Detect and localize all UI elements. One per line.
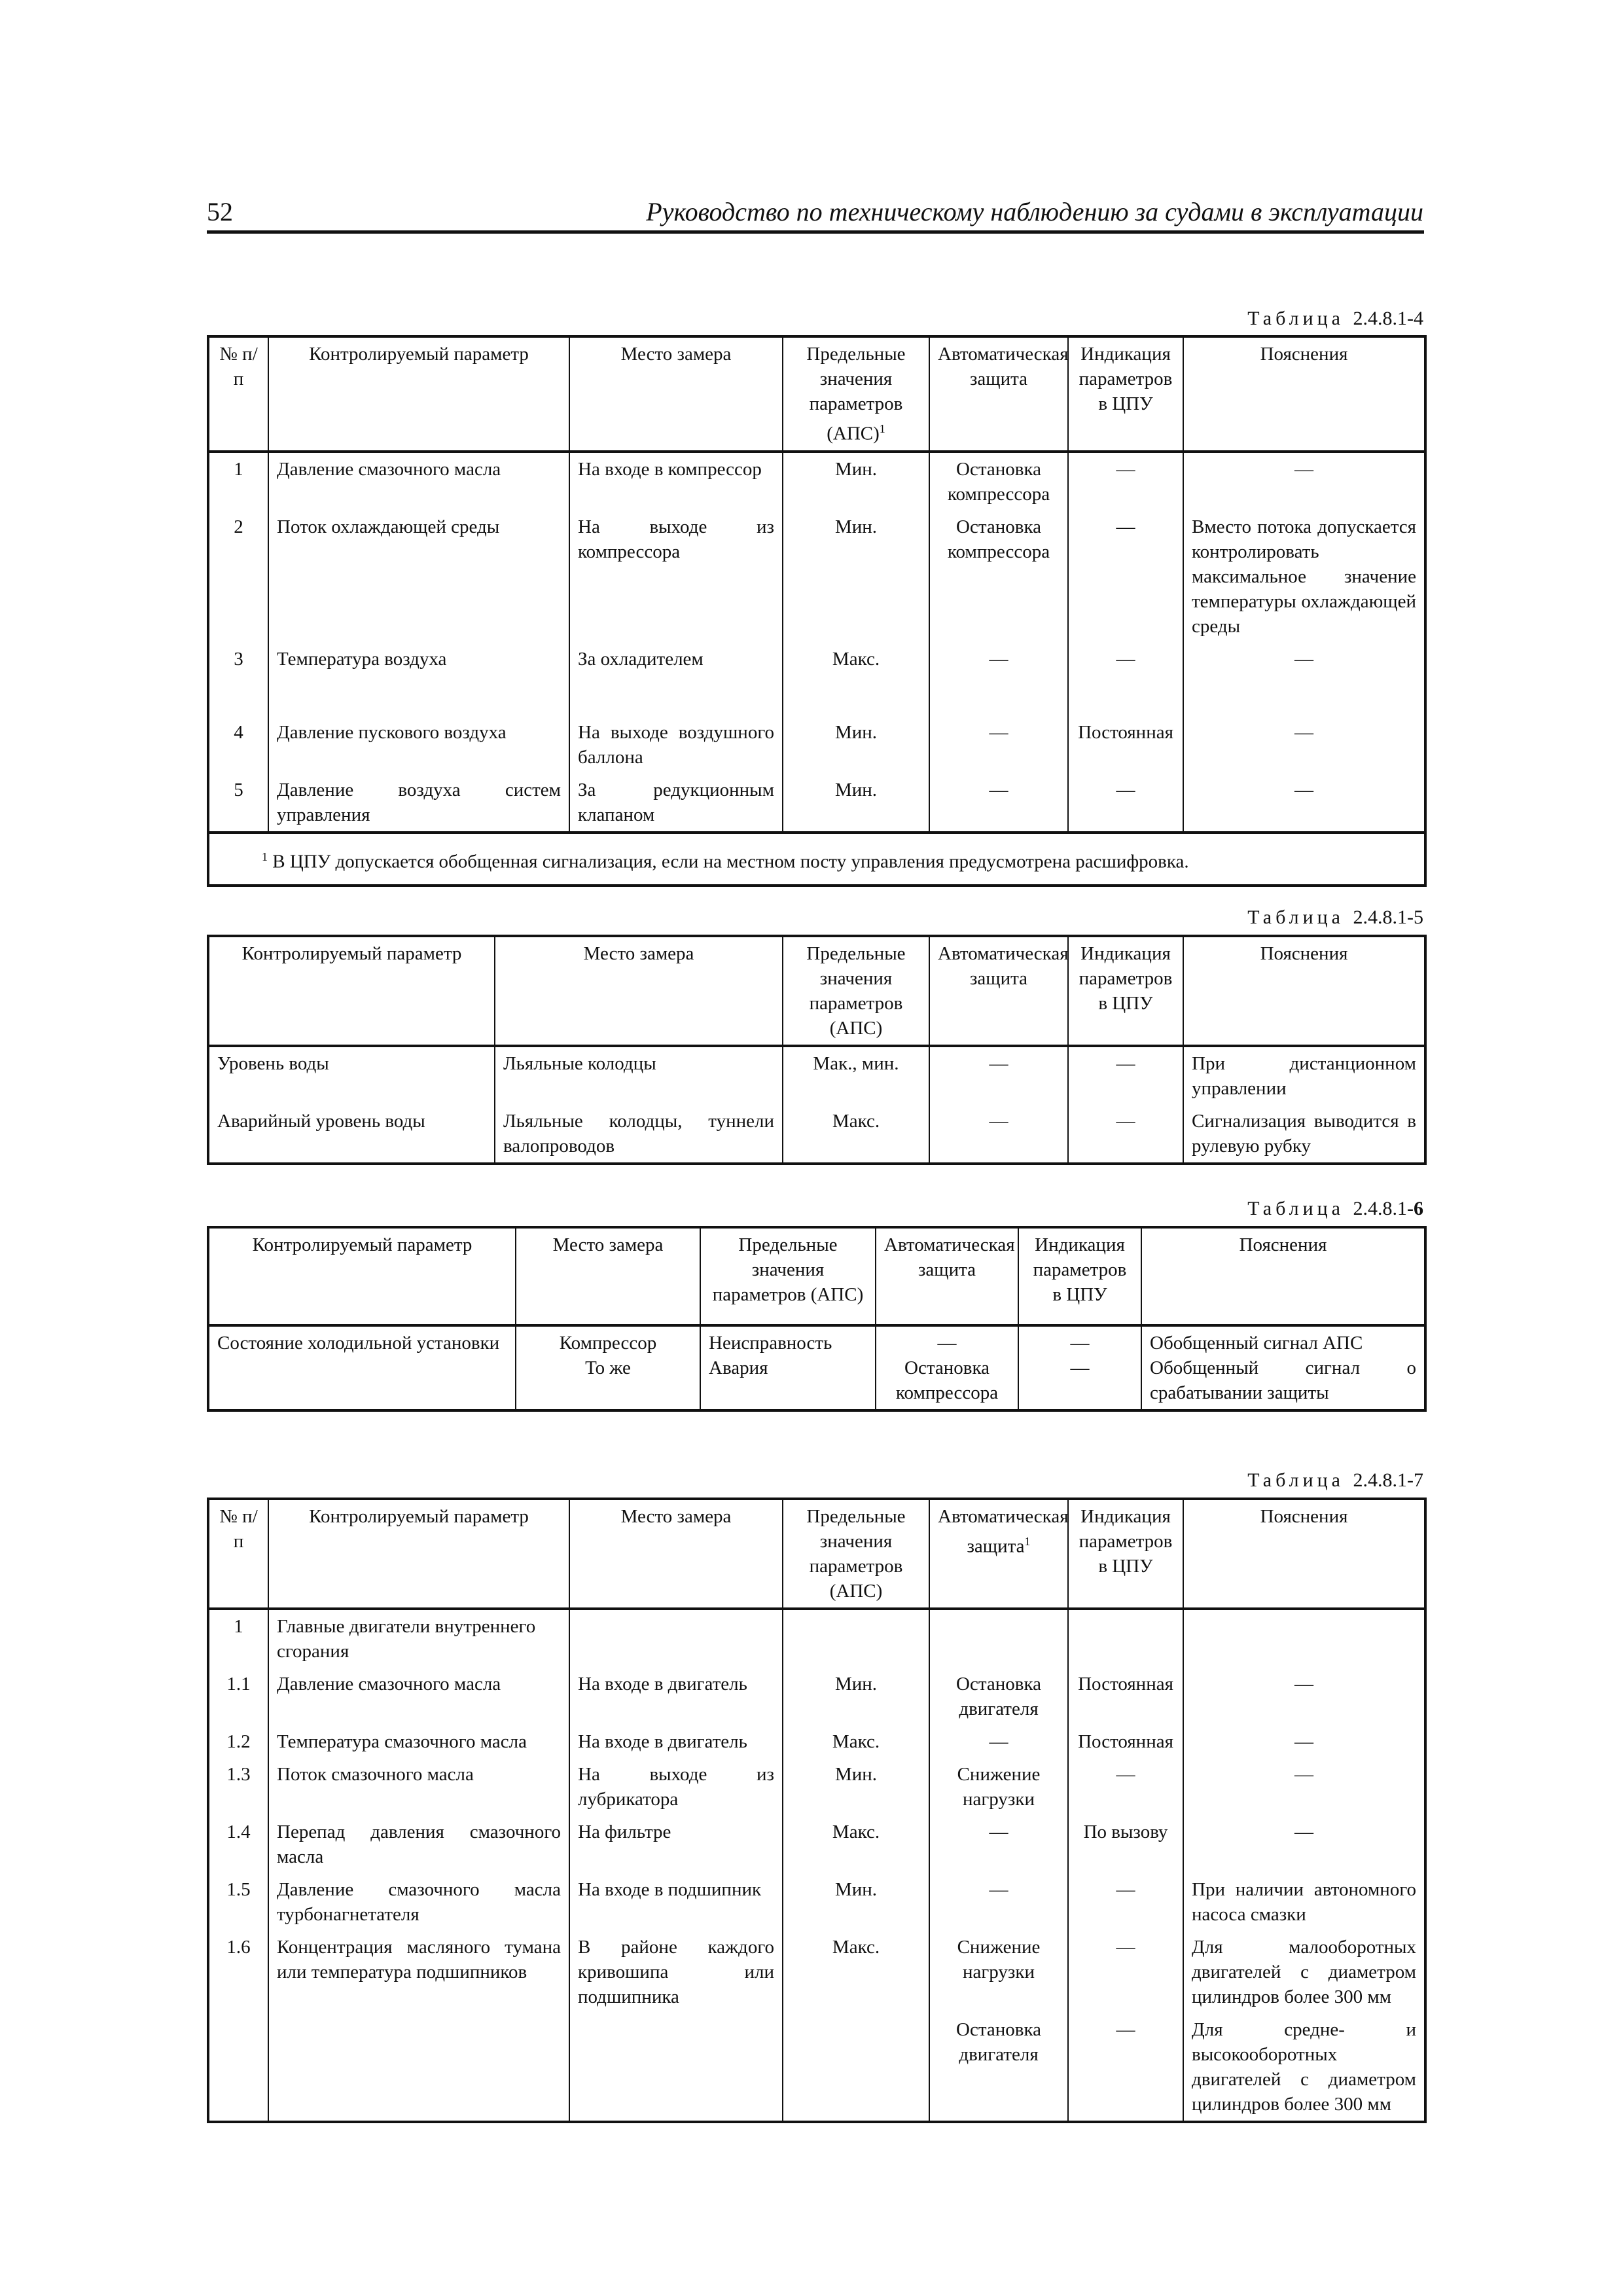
indication-cell: —: [1068, 511, 1183, 643]
auto-protection-cell: —: [929, 1046, 1068, 1105]
table-row: [208, 1105, 1425, 1164]
auto-protection-cell: —: [929, 1725, 1068, 1758]
auto-protection-cell: Снижение нагрузки: [929, 1931, 1068, 2013]
col-limits-header: Предельные значения параметров (АПС)$^1$: [783, 336, 929, 452]
limits-cell: Мин.: [783, 1668, 929, 1725]
indication-cell: —: [1068, 1873, 1183, 1931]
parameter-cell: Поток смазочного масла: [268, 1758, 569, 1816]
table4-footnote: $^1$ В ЦПУ допускается обобщенная сигнализация, если на местном посту управления предусмотрена расшифровка.: [208, 833, 1425, 886]
place-cell: На входе в двигатель: [569, 1668, 783, 1725]
place-cell: На выходе из лубрикатора: [569, 1758, 783, 1816]
limits-cell: [783, 1609, 929, 1668]
table-row: [208, 716, 1425, 774]
limits-cell: Макс.: [783, 1816, 929, 1873]
table-row: [208, 1046, 1425, 1105]
running-header: Руководство по техническому наблюдению за судами в эксплуатации: [646, 197, 1423, 226]
parameter-cell: Состояние холодильной установки: [217, 1333, 500, 1354]
table-row: [208, 452, 1425, 511]
indication-cell: [1068, 1609, 1183, 1668]
parameter-cell: Температура воздуха: [268, 643, 569, 716]
table-row: [208, 1609, 1425, 1668]
row-number: 5: [234, 779, 243, 800]
row-number: 4: [234, 721, 243, 743]
auto-protection-cell: Остановка компрессора: [929, 511, 1068, 643]
limits-cell: Мин.: [783, 1758, 929, 1816]
notes-cell: Сигнализация выводится в рулевую рубку: [1183, 1105, 1425, 1164]
parameter-cell: Уровень воды: [217, 1053, 329, 1074]
limits-cell: Мак., мин.: [783, 1046, 929, 1105]
table-row: [208, 774, 1425, 833]
indication-cell: —: [1068, 1105, 1183, 1164]
place-cell: На выходе воздушного баллона: [569, 716, 783, 774]
header-rule: [207, 230, 1424, 234]
table-row: [208, 1758, 1425, 1816]
indication-cell: Постоянная: [1068, 1668, 1183, 1725]
row-number: 1.2: [226, 1731, 251, 1752]
notes-cell: Обобщенный сигнал АПС Обобщенный сигнал о срабатывании защиты: [1141, 1325, 1425, 1410]
table-2-4-8-1-5: [207, 935, 1427, 1165]
table-row: [208, 1931, 1425, 2013]
col-num-header: № п/п: [208, 1499, 268, 1609]
indication-cell: Постоянная: [1068, 716, 1183, 774]
notes-cell: При наличии автономного насоса смазки: [1183, 1873, 1425, 1931]
col-param-header: Контролируемый параметр: [268, 1499, 569, 1609]
limits-cell: Мин.: [783, 452, 929, 511]
col-indication-header: Индикация параметров в ЦПУ: [1018, 1227, 1141, 1325]
notes-cell: [1183, 1609, 1425, 1668]
col-limits-header: Предельные значения параметров (АПС): [783, 936, 929, 1046]
auto-protection-cell: —: [929, 1873, 1068, 1931]
limits-cell: [783, 2013, 929, 2122]
notes-cell: Для средне- и высокооборотных двигателей с диаметром цилиндров более 300 мм: [1183, 2013, 1425, 2122]
table-row: [208, 1725, 1425, 1758]
page-number: 52: [207, 197, 233, 226]
place-cell: [569, 2013, 783, 2122]
table-2-4-8-1-6: [207, 1226, 1427, 1412]
auto-protection-cell: —: [929, 1816, 1068, 1873]
col-auto-header: Автоматическая защита$^1$: [929, 1499, 1068, 1609]
col-auto-header: Автоматическая защита: [876, 1227, 1018, 1325]
notes-cell: —: [1183, 1816, 1425, 1873]
parameter-cell: Давление смазочного масла: [268, 1668, 569, 1725]
indication-cell: —: [1068, 774, 1183, 833]
row-number: 2: [234, 516, 243, 537]
row-number: 3: [234, 648, 243, 670]
table-row: [208, 2013, 1425, 2122]
col-param-header: Контролируемый параметр: [268, 336, 569, 452]
table-row: [208, 1816, 1425, 1873]
auto-protection-cell: [929, 1609, 1068, 1668]
col-limits-header: Предельные значения параметров (АПС): [783, 1499, 929, 1609]
auto-protection-cell: —: [929, 643, 1068, 716]
auto-protection-cell: Снижение нагрузки: [929, 1758, 1068, 1816]
limits-cell: Мин.: [783, 716, 929, 774]
place-cell: Компрессор То же: [516, 1325, 700, 1410]
indication-cell: Постоянная: [1068, 1725, 1183, 1758]
auto-protection-cell: — Остановка компрессора: [876, 1325, 1018, 1410]
row-number: 1.1: [226, 1674, 251, 1695]
parameter-cell: Давление смазочного масла: [268, 452, 569, 511]
col-place-header: Место замера: [569, 336, 783, 452]
notes-cell: —: [1183, 1758, 1425, 1816]
parameter-cell: Главные двигатели внутреннего сгорания: [268, 1609, 569, 1668]
indication-cell: —: [1068, 2013, 1183, 2122]
parameter-cell: Аварийный уровень воды: [217, 1111, 425, 1132]
limits-cell: Мин.: [783, 1873, 929, 1931]
auto-protection-cell: —: [929, 774, 1068, 833]
row-number: [208, 2013, 268, 2122]
col-limits-header: Предельные значения параметров (АПС): [700, 1227, 876, 1325]
place-cell: За охладителем: [569, 643, 783, 716]
table-2-4-8-1-7: [207, 1498, 1427, 2123]
place-cell: На выходе из компрессора: [569, 511, 783, 643]
parameter-cell: Давление воздуха систем управления: [268, 774, 569, 833]
parameter-cell: Температура смазочного масла: [268, 1725, 569, 1758]
col-param-header: Контролируемый параметр: [208, 936, 495, 1046]
table-row: [208, 643, 1425, 716]
place-cell: В районе каждого кривошипа или подшипника: [569, 1931, 783, 2013]
col-num-header: № п/п: [208, 336, 268, 452]
parameter-cell: Перепад давления смазочного масла: [268, 1816, 569, 1873]
row-number: 1.3: [226, 1764, 251, 1785]
limits-cell: Неисправность Авария: [700, 1325, 876, 1410]
col-place-header: Место замера: [516, 1227, 700, 1325]
place-cell: На входе в подшипник: [569, 1873, 783, 1931]
row-number: 1: [234, 458, 243, 480]
limits-cell: Макс.: [783, 1725, 929, 1758]
table4-caption: Таблица 2.4.8.1-4: [1247, 308, 1423, 329]
row-number: 1.5: [226, 1879, 251, 1900]
notes-cell: Вместо потока допускается контролировать максимальное значение температуры охлаждающей среды: [1183, 511, 1425, 643]
indication-cell: —: [1068, 643, 1183, 716]
indication-cell: —: [1068, 1046, 1183, 1105]
col-notes-header: Пояснения: [1141, 1227, 1425, 1325]
table-row: [208, 1873, 1425, 1931]
table7-caption: Таблица 2.4.8.1-7: [1247, 1469, 1423, 1491]
indication-cell: —: [1068, 1758, 1183, 1816]
table-row: [208, 1325, 1425, 1410]
notes-cell: —: [1183, 774, 1425, 833]
parameter-cell: Концентрация масляного тумана или температура подшипников: [268, 1931, 569, 2013]
notes-cell: При дистанционном управлении: [1183, 1046, 1425, 1105]
place-cell: На входе в двигатель: [569, 1725, 783, 1758]
notes-cell: —: [1183, 1725, 1425, 1758]
col-notes-header: Пояснения: [1183, 1499, 1425, 1609]
col-notes-header: Пояснения: [1183, 336, 1425, 452]
table-row: [208, 1668, 1425, 1725]
limits-cell: Мин.: [783, 511, 929, 643]
row-number: 1.6: [226, 1937, 251, 1958]
place-cell: Льяльные колодцы, туннели валопроводов: [495, 1105, 783, 1164]
table-row: [208, 511, 1425, 643]
col-notes-header: Пояснения: [1183, 936, 1425, 1046]
limits-cell: Мин.: [783, 774, 929, 833]
parameter-cell: Поток охлаждающей среды: [268, 511, 569, 643]
limits-cell: Макс.: [783, 1931, 929, 2013]
limits-cell: Макс.: [783, 643, 929, 716]
notes-cell: —: [1183, 1668, 1425, 1725]
parameter-cell: Давление смазочного масла турбонагнетателя: [268, 1873, 569, 1931]
notes-cell: —: [1183, 643, 1425, 716]
notes-cell: —: [1183, 716, 1425, 774]
parameter-cell: Давление пускового воздуха: [268, 716, 569, 774]
col-indication-header: Индикация параметров в ЦПУ: [1068, 336, 1183, 452]
col-param-header: Контролируемый параметр: [208, 1227, 516, 1325]
place-cell: На фильтре: [569, 1816, 783, 1873]
row-number: 1: [234, 1616, 243, 1637]
table6-caption: Таблица 2.4.8.1-6: [1247, 1198, 1423, 1219]
auto-protection-cell: —: [929, 1105, 1068, 1164]
auto-protection-cell: Остановка двигателя: [929, 1668, 1068, 1725]
place-cell: За редукционным клапаном: [569, 774, 783, 833]
col-indication-header: Индикация параметров в ЦПУ: [1068, 936, 1183, 1046]
indication-cell: — —: [1018, 1325, 1141, 1410]
place-cell: [569, 1609, 783, 1668]
indication-cell: —: [1068, 452, 1183, 511]
auto-protection-cell: Остановка двигателя: [929, 2013, 1068, 2122]
row-number: 1.4: [226, 1821, 251, 1842]
indication-cell: По вызову: [1068, 1816, 1183, 1873]
col-indication-header: Индикация параметров в ЦПУ: [1068, 1499, 1183, 1609]
col-auto-header: Автоматическая защита: [929, 936, 1068, 1046]
auto-protection-cell: —: [929, 716, 1068, 774]
col-place-header: Место замера: [569, 1499, 783, 1609]
col-place-header: Место замера: [495, 936, 783, 1046]
limits-cell: Макс.: [783, 1105, 929, 1164]
notes-cell: —: [1183, 452, 1425, 511]
table-2-4-8-1-4: [207, 335, 1427, 887]
parameter-cell: [268, 2013, 569, 2122]
table5-caption: Таблица 2.4.8.1-5: [1247, 906, 1423, 928]
col-auto-header: Автоматическая защита: [929, 336, 1068, 452]
place-cell: На входе в компрессор: [569, 452, 783, 511]
place-cell: Льяльные колодцы: [495, 1046, 783, 1105]
auto-protection-cell: Остановка компрессора: [929, 452, 1068, 511]
notes-cell: Для малооборотных двигателей с диаметром цилиндров более 300 мм: [1183, 1931, 1425, 2013]
indication-cell: —: [1068, 1931, 1183, 2013]
